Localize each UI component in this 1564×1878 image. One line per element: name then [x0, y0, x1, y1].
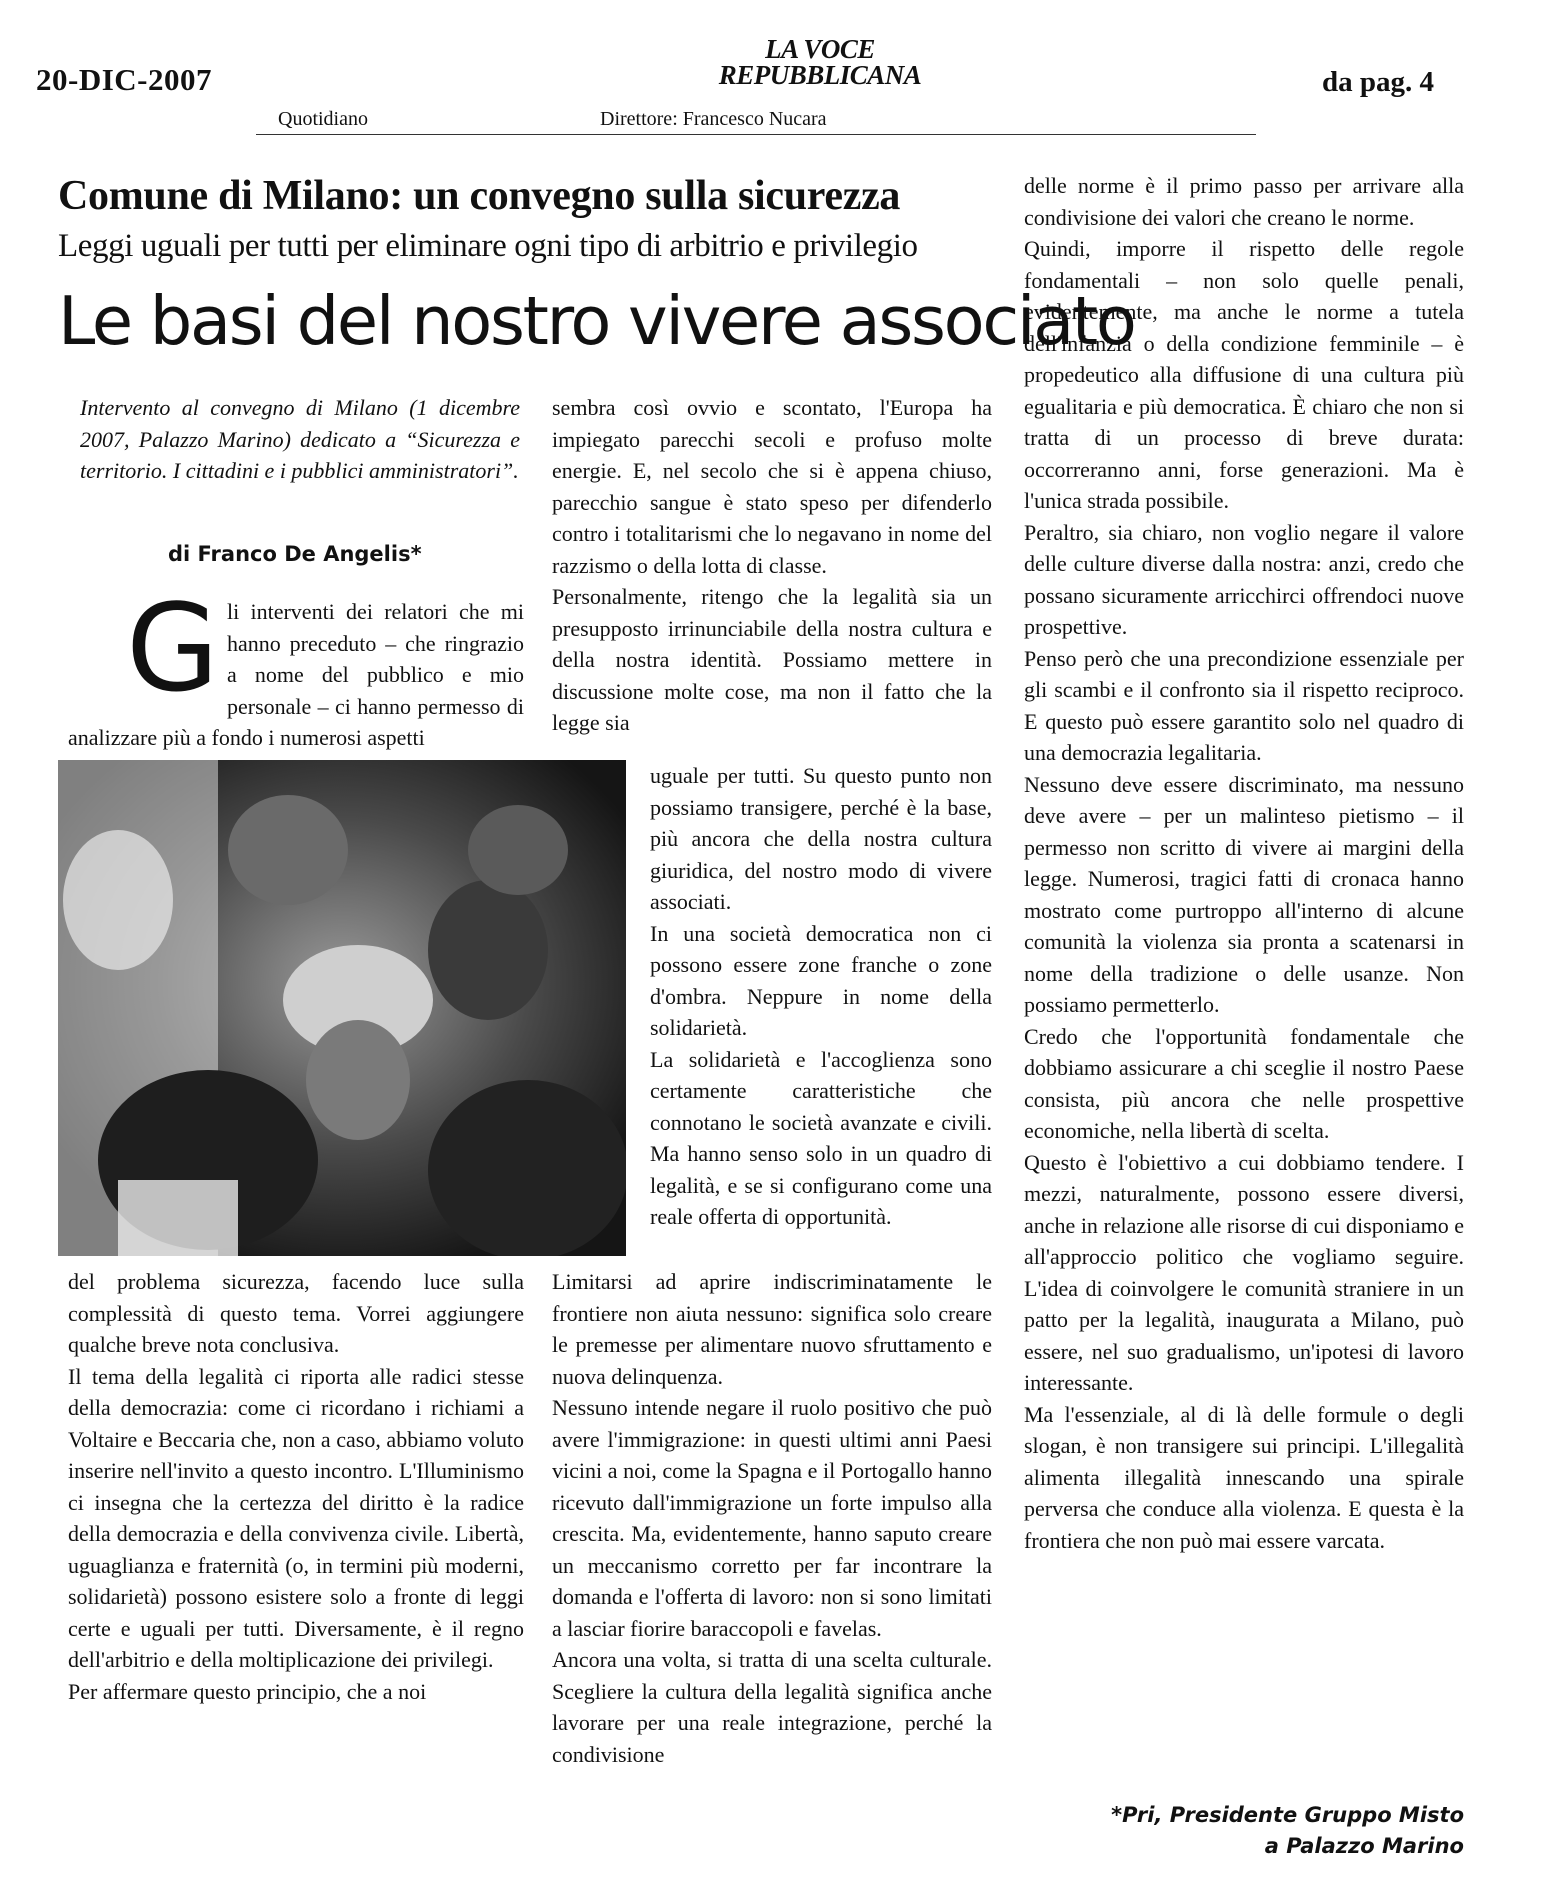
- drop-cap: G: [126, 580, 219, 719]
- paragraph: Il tema della legalità ci riporta alle radici stesse della democrazia: come ci ricordano i richiami a Voltaire e Beccaria che, non a caso, abbiamo voluto inserire nell'invito a questo incontro. L'Illuminismo ci insegna che la certezza del diritto è la radice della democrazia e della convivenza civile. Libertà, uguaglianza e fraternità (o, in termini più moderni, solidarietà) possono esistere solo a fronte di leggi certe e uguali per tutti. Diversamente, è il regno dell'arbitrio e della moltiplicazione dei privilegi.: [68, 1363, 524, 1672]
- intro-text: Intervento al convegno di Milano (1 dicembre 2007, Palazzo Marino) dedicato a “Sicurezza e territorio. I cittadini e i pubblici amministratori”.: [80, 395, 520, 483]
- newspaper-logo: [620, 36, 1020, 88]
- paragraph: Nessuno deve essere discriminato, ma nessuno deve avere – per un malinteso pietismo – il permesso non scritto di vivere ai margini della legge. Numerosi, tragici fatti di cronaca hanno mostrato come purtroppo all'interno di alcune comunità la violenza sia pronta a scatenarsi in nome della tradizione o delle usanze. Non possiamo permetterlo.: [1024, 771, 1464, 1017]
- article-kicker: Comune di Milano: un convegno sulla sicurezza: [58, 173, 901, 219]
- article-photo: [58, 760, 626, 1256]
- paragraph: Ma l'essenziale, al di là delle formule o degli slogan, è non transigere sui principi. L'illegalità alimenta illegalità innescando una spirale perversa che conduce alla violenza. E questa è la frontiera che non può mai essere varcata.: [1024, 1401, 1464, 1553]
- header-divider: [256, 134, 1256, 135]
- paragraph: Personalmente, ritengo che la legalità sia un presupposto irrinunciabile della nostra cultura e della nostra identità. Possiamo mettere in discussione molte cose, ma non il fatto che la legge sia: [552, 584, 992, 735]
- article-subhead: Leggi uguali per tutti per eliminare ogni tipo di arbitrio e privilegio: [58, 228, 918, 264]
- paragraph: sembra così ovvio e scontato, l'Europa ha impiegato parecchi secoli e profuso molte energie. E, nel secolo che si è appena chiuso, parecchio sangue è stato speso per difenderlo contro i totalitarismi che lo negavano in nome del razzismo o della lotta di classe.: [552, 395, 992, 578]
- signature-line-2: a Palazzo Marino: [1264, 1834, 1464, 1858]
- column-2-beside-photo: [650, 760, 992, 1233]
- paragraph: Ancora una volta, si tratta di una scelta culturale. Scegliere la cultura della legalità significa anche lavorare per una reale integrazione, perché la condivisione: [552, 1647, 992, 1767]
- article-intro: [80, 392, 520, 487]
- paragraph: Limitarsi ad aprire indiscriminatamente le frontiere non aiuta nessuno: significa solo creare le premesse per alimentare nuovo sfruttamento e nuova delinquenza.: [552, 1269, 992, 1389]
- paragraph: delle norme è il primo passo per arrivare alla condivisione dei valori che creano le norme.: [1024, 173, 1464, 230]
- article-headline: Le basi del nostro vivere associato: [58, 282, 1135, 360]
- logo-line-1: LA VOCE: [765, 34, 875, 64]
- paragraph: Peraltro, sia chiaro, non voglio negare il valore delle culture diverse dalla nostra: anzi, credo che possano sicuramente arricchirci offrendoci nuove prospettive.: [1024, 519, 1464, 639]
- lead-text: li interventi dei relatori che mi hanno preceduto – che ringrazio a nome del pubblico e mio personale – ci hanno permesso di analizzare più a fondo i numerosi aspetti: [68, 599, 524, 750]
- lead-paragraph: [68, 580, 524, 754]
- paragraph: Penso però che una precondizione essenziale per gli scambi e il confronto sia il rispetto reciproco. E questo può essere garantito solo nel quadro di una democrazia legalitaria.: [1024, 645, 1464, 765]
- crowd-photo-image: [58, 760, 626, 1256]
- issue-date: 20-DIC-2007: [36, 62, 212, 97]
- paragraph: La solidarietà e l'accoglienza sono certamente caratteristiche che connotano le società avanzate e civili. Ma hanno senso solo in un quadro di legalità, e se si configurano come una reale offerta di opportunità.: [650, 1046, 992, 1229]
- paragraph: Questo è l'obiettivo a cui dobbiamo tendere. I mezzi, naturalmente, possono essere diversi, anche in relazione alle risorse di cui disponiamo e all'approccio politico che vogliamo seguire. L'idea di coinvolgere le comunità straniere in un patto per la legalità, inaugurata a Milano, può essere, nel suo gradualismo, un'ipotesi di lavoro interessante.: [1024, 1149, 1464, 1395]
- author-signature: [1060, 1800, 1464, 1862]
- column-1-continued: [68, 1266, 524, 1707]
- page-reference: da pag. 4: [1321, 66, 1434, 98]
- paragraph: del problema sicurezza, facendo luce sulla complessità di questo tema. Vorrei aggiungere qualche breve nota conclusiva.: [68, 1269, 524, 1357]
- publication-type: Quotidiano: [278, 108, 368, 130]
- paragraph: uguale per tutti. Su questo punto non possiamo transigere, perché è la base, più ancora che della nostra cultura giuridica, del nostro modo di vivere associati.: [650, 763, 992, 914]
- paragraph: Credo che l'opportunità fondamentale che dobbiamo assicurare a chi sceglie il nostro Paese consista, più ancora che nelle prospettive economiche, nella libertà di scelta.: [1024, 1023, 1464, 1143]
- paragraph: In una società democratica non ci possono essere zone franche o zone d'ombra. Neppure in nome della solidarietà.: [650, 920, 992, 1040]
- paragraph: Quindi, imporre il rispetto delle regole fondamentali – non solo quelle penali, evidentemente, ma anche le norme a tutela dell'infanzia o della condizione femminile – è propedeutico alla diffusione di una cultura più egualitaria e più democratica. È chiaro che non si tratta di un processo di breve durata: occorreranno anni, forse generazioni. Ma è l'unica strada possibile.: [1024, 236, 1464, 513]
- director-credit: Direttore: Francesco Nucara: [600, 108, 827, 130]
- column-2-top: [552, 392, 992, 739]
- column-3: [1024, 170, 1464, 1556]
- logo-line-2: REPUBBLICANA: [718, 60, 922, 90]
- article-byline: di Franco De Angelis*: [168, 542, 422, 566]
- column-2-bottom: [552, 1266, 992, 1770]
- signature-line-1: *Pri, Presidente Gruppo Misto: [1111, 1803, 1464, 1827]
- paragraph: Nessuno intende negare il ruolo positivo che può avere l'immigrazione: in questi ultimi anni Paesi vicini a noi, come la Spagna e il Portogallo hanno ricevuto dall'immigrazione un forte impulso alla crescita. Ma, evidentemente, hanno saputo creare un meccanismo corretto per far incontrare la domanda e l'offerta di lavoro: non si sono limitati a lasciar fiorire baraccopoli e favelas.: [552, 1395, 992, 1641]
- paragraph: Per affermare questo principio, che a noi: [68, 1678, 427, 1704]
